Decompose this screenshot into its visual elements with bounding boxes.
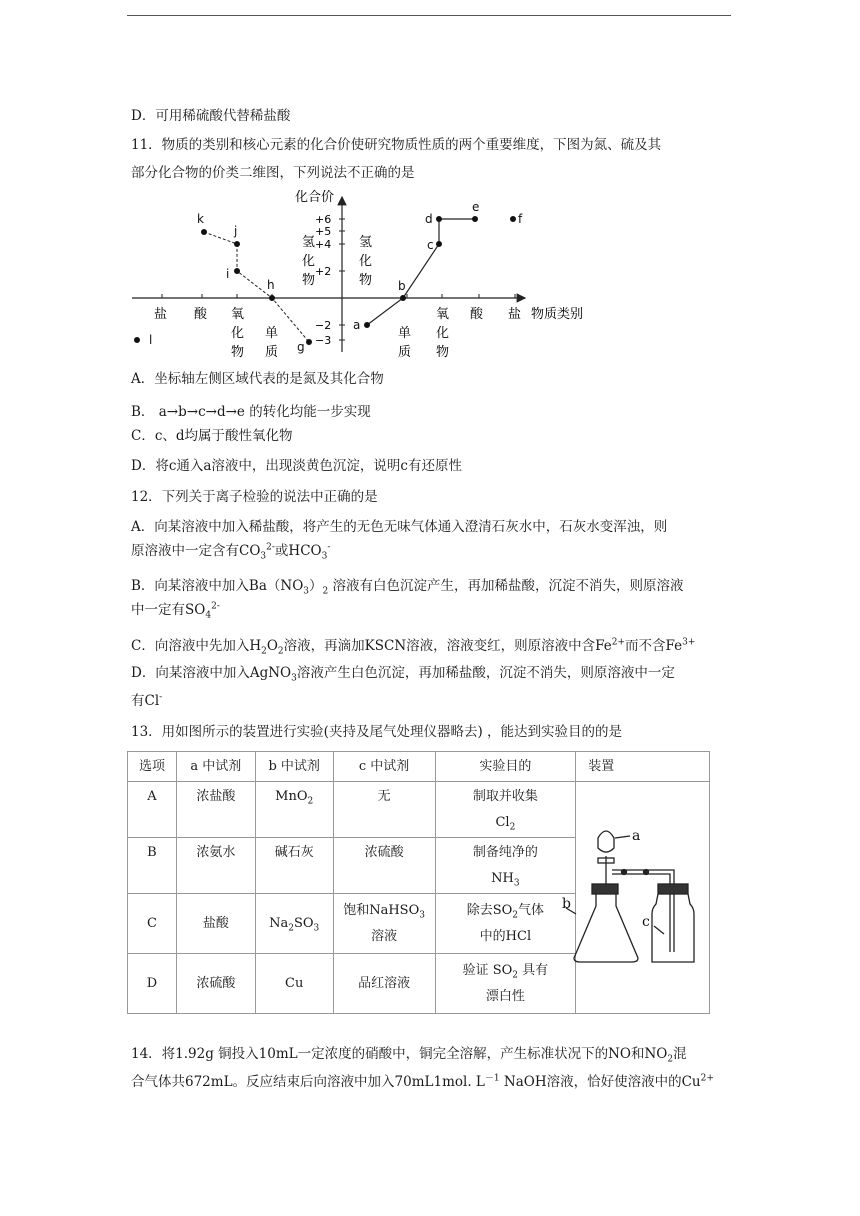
hydride-right-3: 物 bbox=[359, 273, 373, 288]
svg-text:d: d bbox=[425, 212, 433, 226]
point-k bbox=[201, 229, 207, 235]
cat-oxide-right-2: 化 bbox=[436, 326, 450, 341]
cat-oxide-right-3: 物 bbox=[436, 345, 450, 360]
q10-option-d: D．可用稀硫酸代替稀盐酸 bbox=[131, 108, 291, 124]
y-tick-label: −2 bbox=[315, 319, 332, 332]
q12-option-a-line1: A．向某溶液中加入稀盐酸，将产生的无色无味气体通入澄清石灰水中，石灰水变浑浊，则 bbox=[131, 519, 668, 535]
q11-stem-line1: 11．物质的类别和核心元素的化合价使研究物质性质的两个重要维度，下图为氮、硫及其 bbox=[131, 137, 662, 153]
svg-text:c: c bbox=[427, 238, 434, 252]
svg-text:i: i bbox=[226, 267, 230, 281]
point-l bbox=[134, 337, 140, 343]
y-axis-title: 化合价 bbox=[295, 190, 335, 205]
y-tick-label: −3 bbox=[315, 334, 332, 347]
table-row: C 盐酸 $Na_2SO_3$ 饱和NaHSO$_3$ 溶液 除去$SO_2$气体 中的HCl bbox=[128, 894, 710, 954]
y-ticks bbox=[315, 213, 345, 347]
x-axis-title: 物质类别 bbox=[531, 307, 584, 322]
point-b bbox=[400, 295, 406, 301]
col-header: 选项 bbox=[128, 752, 177, 782]
q12-option-b-line2: 中一定有$SO_4^{2-}$ bbox=[131, 601, 220, 621]
table-header-row bbox=[128, 752, 710, 782]
cat-oxide-left-2: 化 bbox=[231, 326, 245, 341]
sulfur-paths bbox=[367, 219, 475, 325]
q11-option-d: D．将c通入a溶液中，出现淡黄色沉淀，说明c有还原性 bbox=[131, 458, 462, 474]
col-header: a 中试剂 bbox=[176, 752, 255, 782]
label-c: c bbox=[642, 914, 650, 930]
table-row: B 浓氨水 碱石灰 浓硫酸 制备纯净的 $NH_3$ bbox=[128, 838, 710, 894]
point-i bbox=[234, 268, 240, 274]
svg-text:a: a bbox=[353, 318, 361, 332]
q12-option-d-line2: 有Cl- bbox=[131, 692, 163, 709]
cat-salt-left: 盐 bbox=[154, 307, 168, 322]
nitrogen-paths bbox=[204, 232, 309, 342]
hydride-left-1: 氢 bbox=[302, 235, 316, 250]
y-tick-label: +5 bbox=[315, 225, 332, 238]
cat-element-left-1: 单 bbox=[265, 326, 279, 341]
col-header: 装置 bbox=[576, 752, 710, 782]
apparatus-diagram bbox=[562, 822, 702, 972]
cat-oxide-right-1: 氧 bbox=[436, 307, 450, 322]
point-d bbox=[436, 216, 442, 222]
col-header: 实验目的 bbox=[435, 752, 576, 782]
y-tick-label: +2 bbox=[315, 265, 332, 278]
col-header: c 中试剂 bbox=[333, 752, 435, 782]
q12-option-b-line1: B．向某溶液中加入$Ba(NO_3)_2$ 溶液有白色沉淀产生，再加稀盐酸，沉淀不消失，则原溶液 bbox=[131, 578, 684, 597]
cat-acid-right: 酸 bbox=[470, 307, 484, 322]
svg-text:h: h bbox=[267, 278, 275, 292]
q13-stem: 13．用如图所示的装置进行实验(夹持及尾气处理仪器略去) ，能达到实验目的的是 bbox=[131, 724, 623, 740]
cat-element-left-2: 质 bbox=[265, 345, 279, 360]
cat-element-right-2: 质 bbox=[398, 345, 412, 360]
cat-element-right-1: 单 bbox=[398, 326, 412, 341]
cat-oxide-left-3: 物 bbox=[231, 345, 245, 360]
q11-option-c: C．c、d均属于酸性氧化物 bbox=[131, 428, 293, 444]
header-rule bbox=[127, 15, 731, 16]
svg-text:g: g bbox=[297, 340, 305, 354]
cat-acid-left: 酸 bbox=[194, 307, 208, 322]
point-e bbox=[472, 216, 478, 222]
svg-text:e: e bbox=[472, 200, 480, 214]
table-row: A 浓盐酸 MnO$_2$ 无 制取并收集 $Cl_2$ bbox=[128, 782, 710, 838]
svg-text:f: f bbox=[518, 212, 523, 226]
hydride-right-2: 化 bbox=[359, 254, 373, 269]
svg-text:l: l bbox=[149, 333, 153, 347]
label-a: a bbox=[632, 828, 641, 844]
point-c bbox=[436, 241, 442, 247]
q12-stem: 12．下列关于离子检验的说法中正确的是 bbox=[131, 489, 378, 505]
q14-line2: 合气体共672mL。反应结束后向溶液中加入70mL1mol. $L^{-1}$ NaOH溶液，恰好使溶液中的$Cu^{2+}$ bbox=[131, 1073, 714, 1090]
hydride-right-1: 氢 bbox=[359, 235, 373, 250]
point-h bbox=[269, 295, 275, 301]
hydride-left-2: 化 bbox=[302, 254, 316, 269]
bottle-c bbox=[652, 894, 694, 962]
svg-text:k: k bbox=[197, 212, 204, 226]
q11-stem-line2: 部分化合物的价类二维图，下列说法不正确的是 bbox=[131, 165, 415, 181]
q11-option-a: A．坐标轴左侧区域代表的是氮及其化合物 bbox=[131, 371, 384, 387]
q11-option-b: B． a→b→c→d→e 的转化均能一步实现 bbox=[131, 404, 371, 420]
q12-option-a-line2: 原溶液中一定含有$CO_3^{2-}$或$HCO_3^-$ bbox=[131, 542, 331, 562]
col-header: b 中试剂 bbox=[255, 752, 333, 782]
point-g bbox=[306, 339, 312, 345]
point-a bbox=[364, 322, 370, 328]
y-tick-label: +4 bbox=[315, 238, 332, 251]
q12-option-c: C．向溶液中先加入$H_2O_2$溶液，再滴加KSCN溶液，溶液变红，则原溶液中含$Fe^{2+}$而不含$Fe^{3+}$ bbox=[131, 637, 696, 657]
q12-option-d-line1: D．向某溶液中加入AgNO$_3$溶液产生白色沉淀，再加稀盐酸，沉淀不消失，则原溶液中一定 bbox=[131, 665, 675, 684]
valence-class-diagram bbox=[127, 187, 597, 362]
point-f bbox=[510, 216, 516, 222]
funnel-a bbox=[598, 831, 614, 852]
y-tick-label: +6 bbox=[315, 213, 332, 226]
svg-text:b: b bbox=[398, 279, 406, 293]
svg-text:j: j bbox=[234, 224, 238, 238]
cat-oxide-left-1: 氧 bbox=[231, 307, 245, 322]
hydride-left-3: 物 bbox=[302, 273, 316, 288]
label-b: b bbox=[562, 896, 571, 912]
point-j bbox=[234, 241, 240, 247]
table-row: D 浓硫酸 Cu 品红溶液 验证 $SO_2$ 具有 漂白性 bbox=[128, 954, 710, 1014]
cat-salt-right: 盐 bbox=[508, 307, 522, 322]
flask-b bbox=[574, 894, 638, 962]
q14-line1: 14．将1.92g 铜投入10mL一定浓度的硝酸中，铜完全溶解，产生标准状况下的NO和$NO_2$混 bbox=[131, 1046, 687, 1065]
